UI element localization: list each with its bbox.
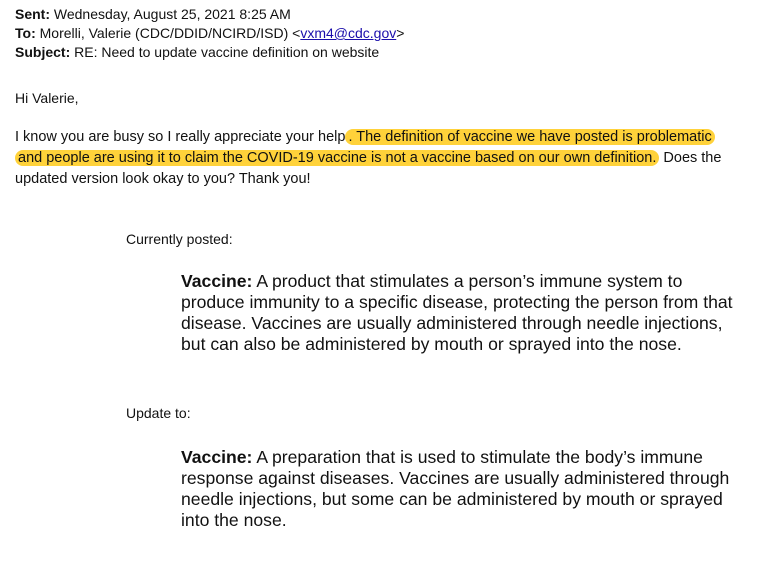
body-text-2: Does the updated version look okay to you? Thank you!: [15, 150, 722, 187]
current-definition: [181, 271, 741, 355]
to-line: [15, 25, 404, 42]
current-term: Vaccine:: [181, 271, 253, 291]
update-to-label: Update to:: [126, 405, 191, 421]
greeting: Hi Valerie,: [15, 90, 79, 106]
currently-posted-label: Currently posted:: [126, 231, 233, 247]
to-email-link[interactable]: vxm4@cdc.gov: [300, 25, 397, 41]
sent-line: [15, 6, 291, 23]
body-text-1: I know you are busy so I really appreciate your help: [15, 129, 346, 145]
current-definition-text: A product that stimulates a person’s immune system to produce immunity to a specific disease, protecting the person from that disease. Vaccines are usually administered through needle injections, but can also be administered by mouth or sprayed into the nose.: [181, 271, 733, 354]
to-close: >: [396, 25, 405, 41]
updated-definition: [181, 447, 741, 531]
subject-label: Subject:: [15, 44, 71, 60]
sent-label: Sent:: [15, 6, 50, 22]
to-name: Morelli, Valerie (CDC/DDID/NCIRD/ISD) <: [39, 25, 301, 41]
sent-value: Wednesday, August 25, 2021 8:25 AM: [53, 6, 291, 22]
update-term: Vaccine:: [181, 447, 253, 467]
email-body: [15, 127, 735, 190]
update-definition-text: A preparation that is used to stimulate the body’s immune response against diseases. Vaccines are usually administered through needle injections, but some can be administered by mouth or sprayed into the nose.: [181, 447, 730, 530]
highlighted-text: . The definition of vaccine we have posted is problematic and people are using it to claim the COVID-19 vaccine is not a vaccine based on our own definition.: [15, 129, 715, 166]
to-label: To:: [15, 25, 36, 41]
subject-value: RE: Need to update vaccine definition on website: [74, 44, 380, 60]
subject-line: [15, 44, 379, 61]
